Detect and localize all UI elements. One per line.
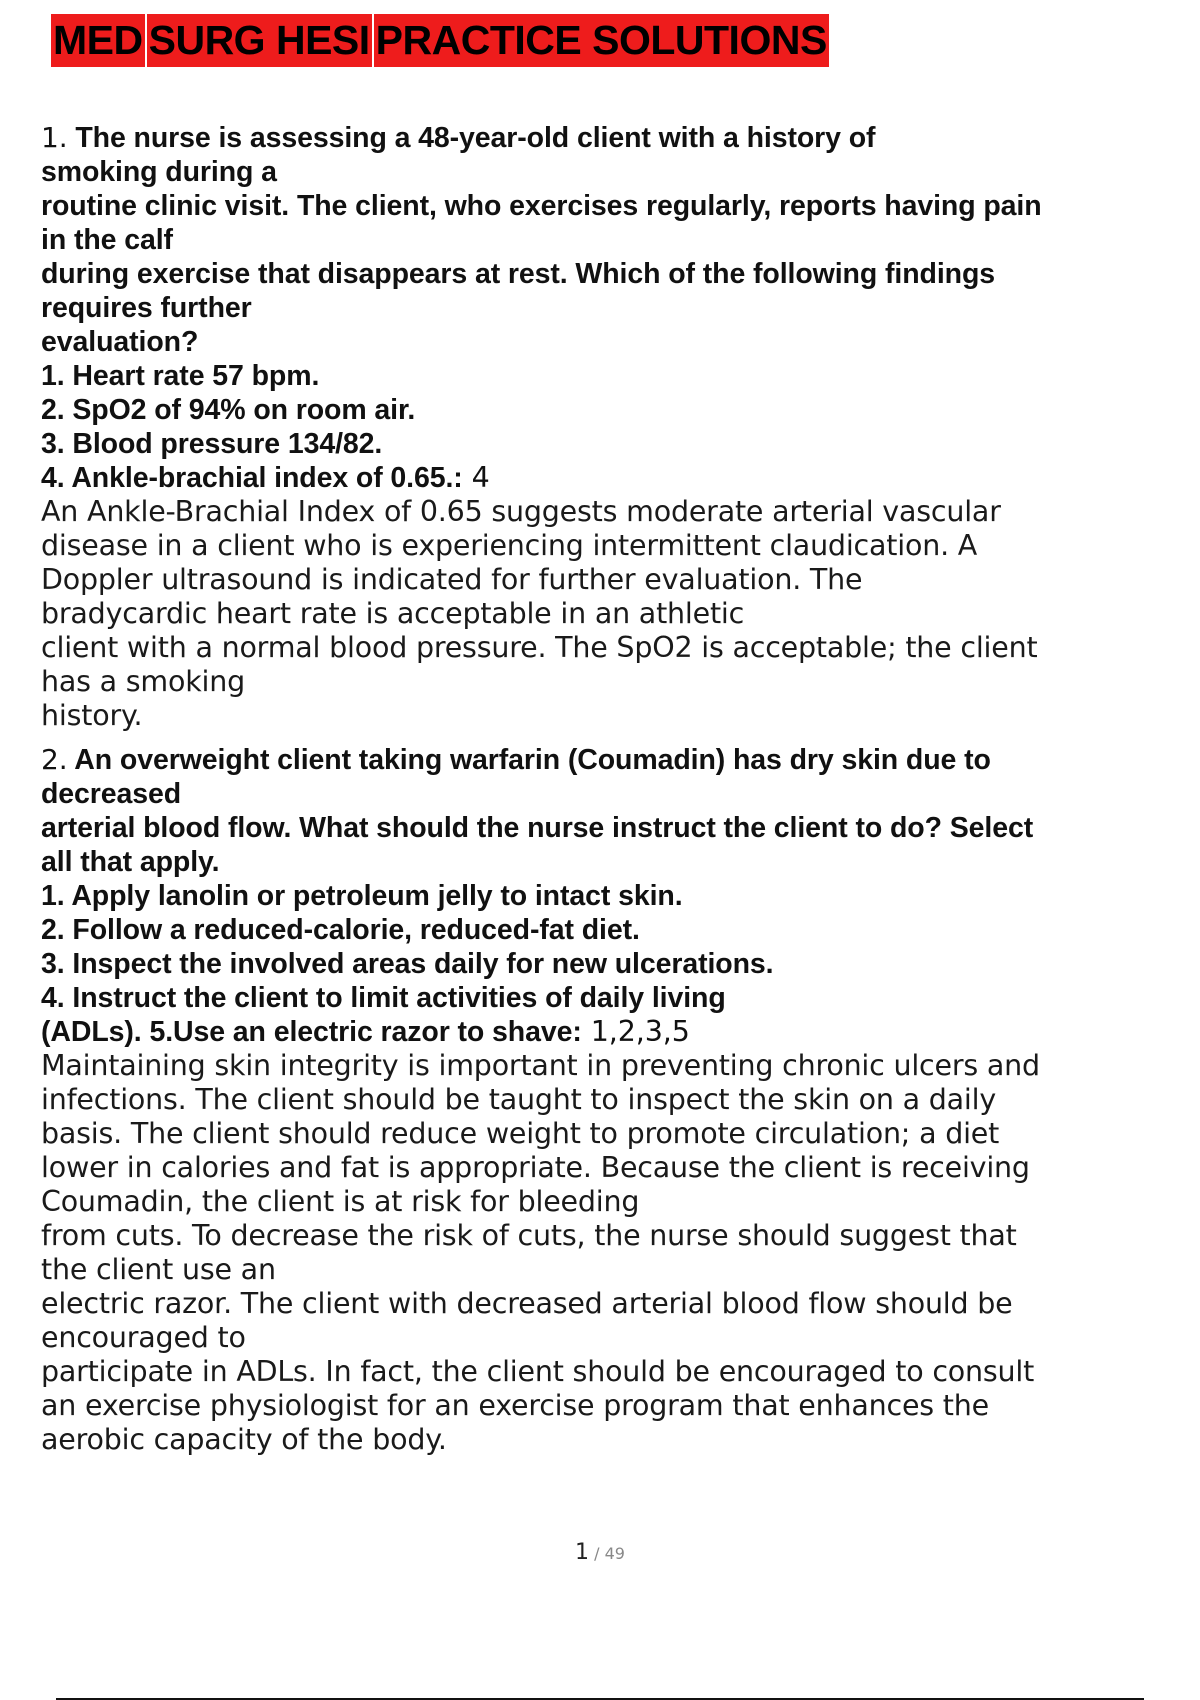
q1-stem-text: The nurse is assessing a 48-year-old client with a history of xyxy=(67,122,876,154)
q1-explanation-line: disease in a client who is experiencing intermittent claudication. A xyxy=(41,529,978,562)
q2-option-with-answer xyxy=(41,1015,1193,1049)
q1-stem-line: requires further xyxy=(41,292,252,324)
q2-explanation-line: Maintaining skin integrity is important in preventing chronic ulcers and xyxy=(41,1049,1040,1082)
title-segment-2: SURG HESI xyxy=(147,14,372,67)
q2-explanation-line: encouraged to xyxy=(41,1321,246,1354)
q1-option: 2. SpO2 of 94% on room air. xyxy=(41,394,416,426)
q2-explanation-line: basis. The client should reduce weight to promote circulation; a diet xyxy=(41,1117,1000,1150)
q1-stem-line xyxy=(41,121,1193,155)
q1-stem-line: in the calf xyxy=(41,224,173,256)
document-content xyxy=(41,121,1193,1457)
q2-explanation-line: electric razor. The client with decreased arterial blood flow should be xyxy=(41,1287,1013,1320)
q1-explanation-line: Doppler ultrasound is indicated for further evaluation. The xyxy=(41,563,863,596)
q2-option: 1. Apply lanolin or petroleum jelly to intact skin. xyxy=(41,880,683,912)
total-pages: 49 xyxy=(604,1544,625,1563)
q2-option: 4. Instruct the client to limit activities of daily living xyxy=(41,982,726,1014)
q2-stem-text: An overweight client taking warfarin (Coumadin) has dry skin due to xyxy=(67,744,991,776)
q1-stem-line: during exercise that disappears at rest. Which of the following findings xyxy=(41,258,996,290)
page-separator: / xyxy=(589,1544,605,1563)
q1-explanation-line: has a smoking xyxy=(41,665,245,698)
q2-explanation-line: aerobic capacity of the body. xyxy=(41,1423,447,1456)
q2-answer: 1,2,3,5 xyxy=(581,1015,690,1048)
q2-number: 2. xyxy=(41,743,68,776)
q2-explanation-line: from cuts. To decrease the risk of cuts, the nurse should suggest that xyxy=(41,1219,1017,1252)
document-title xyxy=(51,14,831,67)
q1-option-with-answer xyxy=(41,461,1193,495)
q1-explanation-line: client with a normal blood pressure. The SpO2 is acceptable; the client xyxy=(41,631,1038,664)
title-segment-1: MED xyxy=(51,14,145,67)
q1-stem-line: smoking during a xyxy=(41,156,277,188)
q2-stem-line: all that apply. xyxy=(41,846,220,878)
page-indicator xyxy=(0,1540,1200,1565)
q1-answer: 4 xyxy=(462,461,490,494)
q1-explanation-line: bradycardic heart rate is acceptable in an athletic xyxy=(41,597,745,630)
q1-explanation-line: An Ankle-Brachial Index of 0.65 suggests moderate arterial vascular xyxy=(41,495,1001,528)
q2-explanation-line: infections. The client should be taught to inspect the skin on a daily xyxy=(41,1083,997,1116)
q2-explanation-line: an exercise physiologist for an exercise program that enhances the xyxy=(41,1389,989,1422)
q1-option: 1. Heart rate 57 bpm. xyxy=(41,360,320,392)
q2-stem-line: decreased xyxy=(41,778,182,810)
q2-explanation-line: lower in calories and fat is appropriate. Because the client is receiving xyxy=(41,1151,1030,1184)
q2-explanation-line: Coumadin, the client is at risk for bleeding xyxy=(41,1185,640,1218)
q1-number: 1. xyxy=(41,121,68,154)
q1-stem-line: routine clinic visit. The client, who exercises regularly, reports having pain xyxy=(41,190,1042,222)
q1-explanation-line: history. xyxy=(41,699,143,732)
question-1 xyxy=(41,121,1193,733)
q2-explanation-line: the client use an xyxy=(41,1253,276,1286)
q2-option: 3. Inspect the involved areas daily for new ulcerations. xyxy=(41,948,774,980)
q1-option: 3. Blood pressure 134/82. xyxy=(41,428,383,460)
q2-stem-line xyxy=(41,743,1193,777)
current-page: 1 xyxy=(575,1540,590,1565)
q2-option: (ADLs). 5.Use an electric razor to shave: xyxy=(41,1016,582,1048)
q1-stem-line: evaluation? xyxy=(41,326,199,358)
title-segment-3: PRACTICE SOLUTIONS xyxy=(374,14,829,67)
q2-explanation-line: participate in ADLs. In fact, the client should be encouraged to consult xyxy=(41,1355,1035,1388)
question-2 xyxy=(41,743,1193,1457)
question-spacer xyxy=(41,733,1193,743)
q2-stem-line: arterial blood flow. What should the nurse instruct the client to do? Select xyxy=(41,812,1034,844)
q2-option: 2. Follow a reduced-calorie, reduced-fat diet. xyxy=(41,914,640,946)
q1-option: 4. Ankle-brachial index of 0.65.: xyxy=(41,462,463,494)
